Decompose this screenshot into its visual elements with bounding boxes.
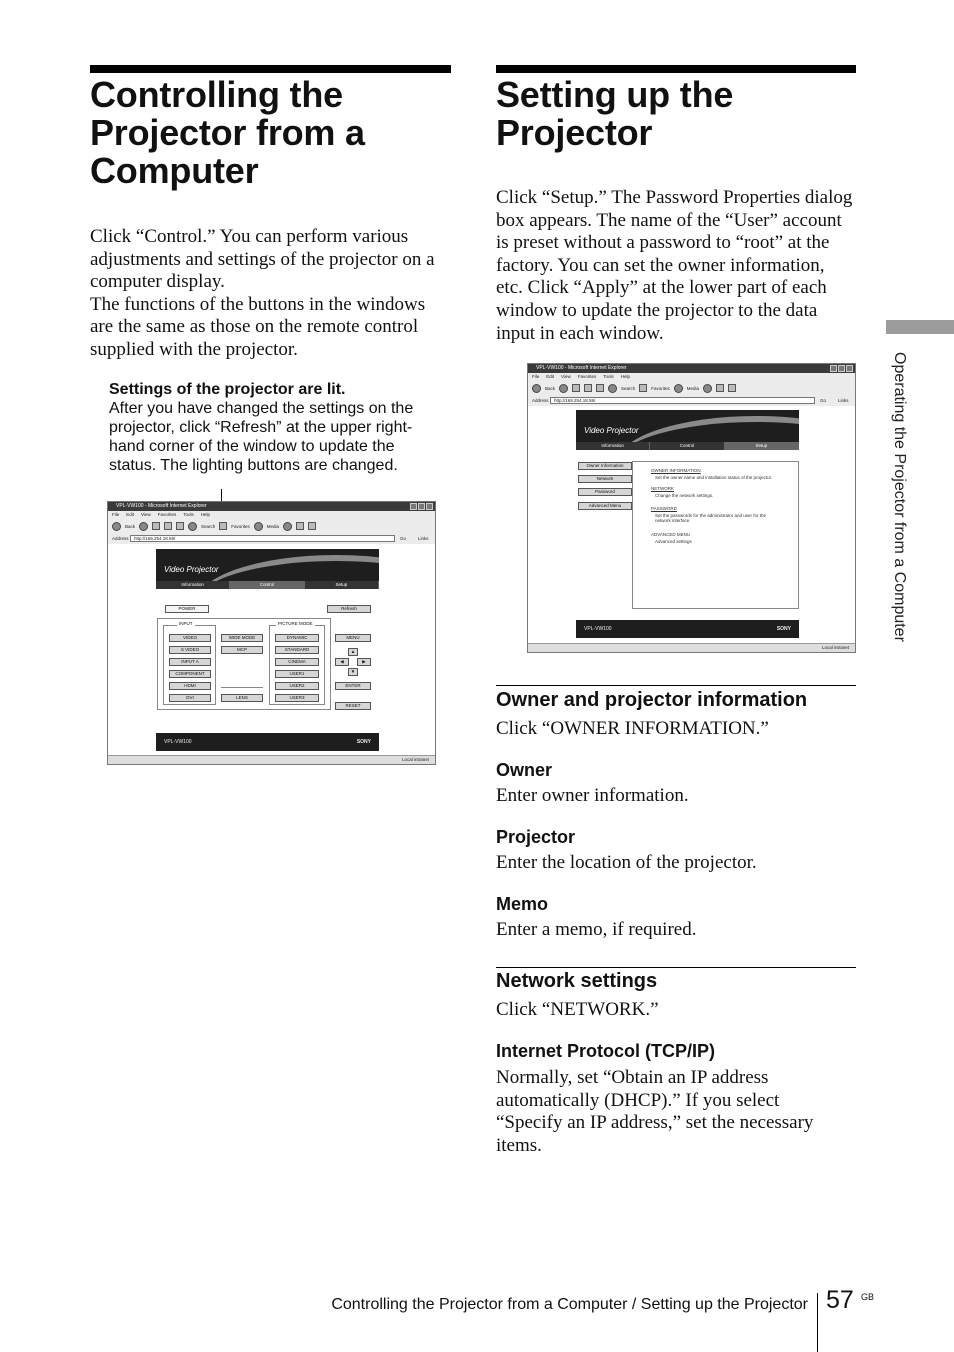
status-zone: Local intranet (821, 645, 849, 650)
right-title-rule (496, 65, 856, 73)
section-rule-network (496, 967, 856, 968)
pm-user2-button[interactable]: USER2 (275, 682, 319, 690)
left-intro-para-2: The functions of the buttons in the windows are the same as those on the remote control supplied with the projector. (90, 293, 426, 360)
reset-button[interactable]: RESET (335, 702, 371, 710)
link-advanced-menu[interactable]: ADVANCED MENU (651, 532, 691, 537)
left-title-line-1: Controlling the (90, 74, 343, 115)
footer-brand: SONY (776, 626, 791, 632)
pm-user3-button[interactable]: USER3 (275, 694, 319, 702)
setup-window-screenshot (527, 363, 856, 653)
input-hdmi-button[interactable]: HDMI (169, 682, 211, 690)
side-advanced-menu[interactable]: Advanced Menu (578, 502, 632, 510)
input-group-label: INPUT (179, 621, 193, 626)
control-window-screenshot (107, 501, 436, 765)
go-button[interactable]: Go (400, 536, 407, 541)
link-owner-information[interactable]: OWNER INFORMATION (651, 468, 701, 473)
nav-information[interactable]: Information (156, 581, 230, 589)
menu-button[interactable]: MENU (335, 634, 371, 642)
media-label[interactable]: Media (266, 523, 280, 529)
desc-advanced-menu: Advanced settings (655, 539, 692, 544)
nav-control[interactable]: Control (230, 581, 304, 589)
left-title-line-2: Projector from a (90, 112, 365, 153)
input-dvi-button[interactable]: DVI (169, 694, 211, 702)
minimize-icon[interactable] (410, 503, 417, 510)
search-icon[interactable] (608, 384, 617, 393)
side-password[interactable]: Password (578, 488, 632, 496)
left-note (109, 380, 444, 475)
banner-title: Video Projector (584, 426, 639, 435)
menu-tools[interactable]: Tools (603, 374, 614, 379)
links-label[interactable]: Links (838, 398, 849, 403)
lens-divider (221, 687, 263, 688)
address-bar (528, 396, 855, 405)
menu-file[interactable]: File (532, 374, 540, 379)
pm-dynamic-button[interactable]: DYNAMIC (275, 634, 319, 642)
section-rule-owner (496, 685, 856, 686)
history-icon[interactable] (703, 384, 712, 393)
pm-user1-button[interactable]: USER1 (275, 670, 319, 678)
stop-icon[interactable] (572, 384, 580, 392)
menu-favorites[interactable]: Favorites (577, 374, 597, 379)
browser-toolbar (108, 519, 435, 533)
menu-edit[interactable]: Edit (546, 374, 555, 379)
menu-view[interactable]: View (561, 374, 571, 379)
search-icon[interactable] (188, 522, 197, 531)
section-heading-network: Network settings (496, 970, 658, 992)
arrow-down-icon[interactable]: ▼ (348, 668, 358, 676)
status-zone: Local intranet (401, 757, 429, 762)
arrow-left-icon[interactable]: ◀ (335, 658, 349, 666)
setup-footer-bar (576, 620, 799, 638)
browser-titlebar: VPL-VW100 - Microsoft Internet Explorer (108, 502, 435, 511)
left-title-line-3: Computer (90, 150, 259, 191)
item-heading-memo: Memo (496, 894, 549, 914)
lens-button[interactable]: LENS (221, 694, 263, 702)
menu-help[interactable]: Help (200, 512, 211, 517)
control-nav (156, 581, 379, 589)
home-icon[interactable] (176, 522, 184, 530)
browser-titlebar: VPL-VW100 - Microsoft Internet Explorer (528, 364, 855, 373)
section-text-owner: Click “OWNER INFORMATION.” (496, 718, 769, 739)
address-label: Address (532, 398, 549, 403)
desc-password: Set the passwords for the administrator and user for the network interface. (655, 513, 767, 523)
close-icon[interactable] (426, 503, 433, 510)
pm-standard-button[interactable]: STANDARD (275, 646, 319, 654)
side-network[interactable]: Network (578, 475, 632, 483)
stop-icon[interactable] (152, 522, 160, 530)
back-label[interactable]: Back (545, 385, 556, 391)
footer-brand: SONY (356, 739, 371, 745)
left-page-title (90, 76, 365, 190)
close-icon[interactable] (846, 365, 853, 372)
left-intro (90, 226, 452, 362)
setup-page (528, 406, 855, 644)
item-text-tcpip: Normally, set “Obtain an IP address automatically (DHCP).” If you select “Specify an IP address,” set the necessary items. (496, 1067, 814, 1156)
input-component-button[interactable]: COMPONENT (169, 670, 211, 678)
chapter-tab-marker (886, 320, 954, 334)
media-label[interactable]: Media (686, 385, 700, 391)
right-page-title (496, 76, 733, 152)
menu-file[interactable]: File (112, 512, 120, 517)
right-title-line-1: Setting up the (496, 74, 734, 115)
menu-favorites[interactable]: Favorites (157, 512, 177, 517)
maximize-icon[interactable] (418, 503, 425, 510)
item-text-memo: Enter a memo, if required. (496, 919, 697, 940)
item-heading-owner: Owner (496, 760, 553, 780)
power-button[interactable]: POWER (165, 605, 209, 613)
browser-statusbar (528, 643, 855, 652)
running-footer-title: Controlling the Projector from a Computer / Setting up the Projector (331, 1296, 808, 1313)
right-title-line-2: Projector (496, 112, 653, 153)
link-network[interactable]: NETWORK (651, 486, 674, 491)
mail-icon[interactable] (296, 522, 304, 530)
page-number-suffix: GB (861, 1292, 875, 1302)
favorites-label[interactable]: Favorites (231, 523, 250, 529)
menu-view[interactable]: View (141, 512, 151, 517)
footer-model: VPL-VW100 (164, 739, 192, 745)
chapter-side-label: Operating the Projector from a Computer (891, 352, 908, 642)
setup-nav (576, 442, 799, 450)
search-label[interactable]: Search (621, 385, 636, 391)
desc-owner-information: Set the owner name and installation status of the projector. (655, 475, 773, 480)
back-icon[interactable] (532, 384, 541, 393)
footer-divider (817, 1293, 818, 1352)
wide-mode-button[interactable]: WIDE MODE (221, 634, 263, 642)
banner-title: Video Projector (164, 565, 219, 574)
back-label[interactable]: Back (125, 523, 136, 529)
picture-mode-label: PICTURE MODE (278, 621, 313, 626)
search-label[interactable]: Search (201, 523, 216, 529)
refresh-icon[interactable] (164, 522, 172, 530)
back-icon[interactable] (112, 522, 121, 531)
item-heading-projector: Projector (496, 827, 576, 847)
print-icon[interactable] (728, 384, 736, 392)
nav-setup[interactable]: Setup (725, 442, 799, 450)
mail-icon[interactable] (716, 384, 724, 392)
enter-button[interactable]: ENTER (335, 682, 371, 690)
favorites-label[interactable]: Favorites (651, 385, 670, 391)
browser-menubar (108, 511, 435, 519)
mcp-button[interactable]: MCP (221, 646, 263, 654)
item-heading-tcpip: Internet Protocol (TCP/IP) (496, 1041, 716, 1061)
arrow-up-icon[interactable]: ▲ (348, 648, 358, 656)
maximize-icon[interactable] (838, 365, 845, 372)
footer-model: VPL-VW100 (584, 626, 612, 632)
refresh-icon[interactable] (584, 384, 592, 392)
forward-icon[interactable] (559, 384, 568, 393)
go-button[interactable]: Go (820, 398, 827, 403)
nav-control[interactable]: Control (650, 442, 724, 450)
input-svideo-button[interactable]: S VIDEO (169, 646, 211, 654)
menu-edit[interactable]: Edit (126, 512, 135, 517)
menu-help[interactable]: Help (620, 374, 631, 379)
favorites-icon[interactable] (219, 522, 227, 530)
browser-menubar (528, 373, 855, 381)
forward-icon[interactable] (139, 522, 148, 531)
favorites-icon[interactable] (639, 384, 647, 392)
arrow-right-icon[interactable]: ▶ (357, 658, 371, 666)
note-body: After you have changed the settings on the projector, click “Refresh” at the upper right-hand corner of the window to update the status. The lighting buttons are changed. (109, 400, 414, 474)
link-password[interactable]: PASSWORD (651, 506, 677, 511)
address-bar (108, 534, 435, 543)
section-heading-owner: Owner and projector information (496, 689, 808, 711)
history-icon[interactable] (283, 522, 292, 531)
address-label: Address (112, 536, 129, 541)
pm-cinema-button[interactable]: CINEMA (275, 658, 319, 666)
address-input[interactable]: http://169.254.18.59/ (130, 535, 395, 542)
media-icon[interactable] (254, 522, 263, 531)
nav-setup[interactable]: Setup (305, 581, 379, 589)
menu-tools[interactable]: Tools (183, 512, 194, 517)
side-owner-information[interactable]: Owner Information (578, 462, 632, 470)
home-icon[interactable] (596, 384, 604, 392)
browser-statusbar (108, 755, 435, 764)
desc-network: Change the network settings. (655, 493, 714, 498)
print-icon[interactable] (308, 522, 316, 530)
media-icon[interactable] (674, 384, 683, 393)
browser-toolbar (528, 381, 855, 395)
refresh-button[interactable]: Refresh (327, 605, 371, 613)
right-intro: Click “Setup.” The Password Properties dialog box appears. The name of the “User” account is preset without a password to “root” at the factory. You can set the owner information, etc. Click “Apply” at the lower part of each window to update the projector to the data input in each window. (496, 187, 853, 344)
note-title: Settings of the projector are lit. (109, 381, 346, 398)
control-footer-bar (156, 733, 379, 751)
item-text-projector: Enter the location of the projector. (496, 852, 757, 873)
address-input[interactable]: http://169.254.18.59/ (550, 397, 815, 404)
left-intro-para-1: Click “Control.” You can perform various adjustments and settings of the projector on a computer display. (90, 226, 435, 293)
left-title-rule (90, 65, 451, 73)
input-video-button[interactable]: VIDEO (169, 634, 211, 642)
links-label[interactable]: Links (418, 536, 429, 541)
section-text-network: Click “NETWORK.” (496, 999, 659, 1020)
minimize-icon[interactable] (830, 365, 837, 372)
control-page (108, 544, 435, 756)
input-a-button[interactable]: INPUT A (169, 658, 211, 666)
nav-information[interactable]: Information (576, 442, 650, 450)
item-text-owner: Enter owner information. (496, 785, 689, 806)
page-number: 57 (826, 1286, 854, 1314)
